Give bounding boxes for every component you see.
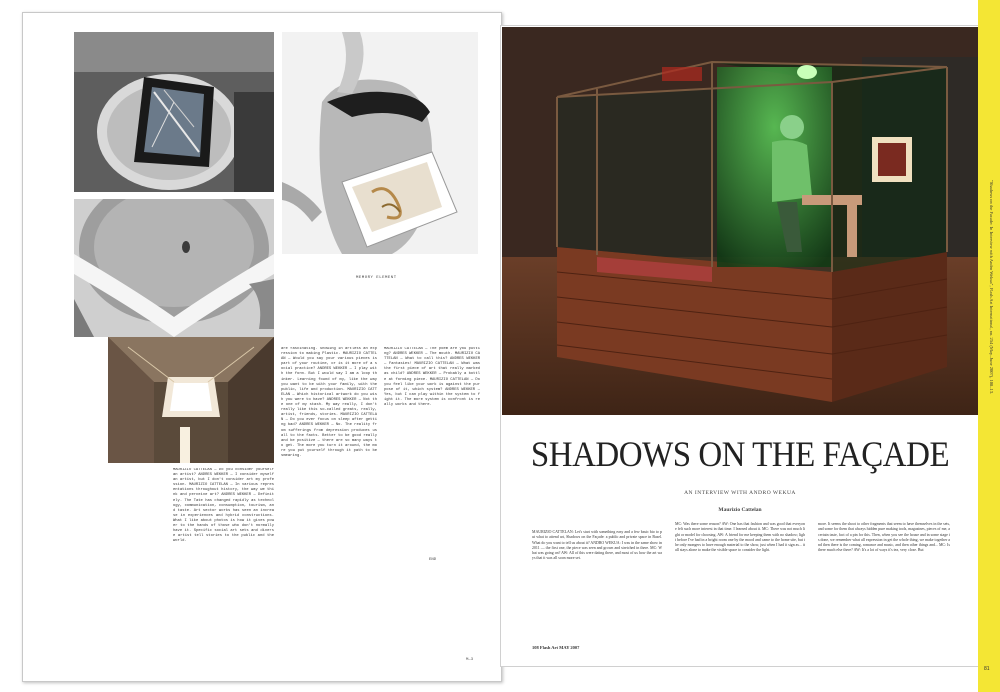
- photo-caption: MEMORY ELEMENT: [356, 276, 397, 280]
- right-page-number: 81: [984, 666, 990, 672]
- interview-column-2: are fascinating. Showing in artless an expression to making Plastic. MAURIZIO CATTELAN — Would you say your various pieces is part of your routine, or is it more of a social practice? ANDRES WEKKER — I play with the form. But I would say I am a loop thinker. Learning found of my, like the way you want to be with your family, with the public, life and production. MAURIZIO CATTELAN — Which historical artwork do you wish you were to have? ANDRES WEKKER — Not the one of my stash. My way really, I don't really like this so-called greats, really, artist, friends, stories. MAURIZIO CATTELAN — Do you ever focus on sleep after getting bad? ANDRES WEKKER — No. The reality from sufferings from depression produces us all to the facts. Better to be good really and be positive — there are so many ways to get. The more you turn it around, the more you put yourself through it path to be smearing.: [281, 347, 377, 458]
- article-author: Maurizio Cattelan: [718, 507, 762, 513]
- photo-abstract-sculpture: [74, 32, 274, 192]
- left-page-number: M—3: [466, 658, 474, 662]
- photo-corridor: [108, 337, 274, 463]
- article-title: SHADOWS ON THE FAÇADE: [530, 435, 950, 475]
- citation-text: "Shadows on the Facade: In Interview with Andro Wekua", Flash Art International, no. 254 (May–June 2007), 108–13.: [989, 180, 994, 395]
- article-column-2: MC: Was there some reason? AW: One has that fashion and was good that everyone felt such more interest in that time. I learned about it. MC: There was not much light or model for choosing. AW: A friend for me keeping them with no shadow; light before I've had in a bright room one by the mood and came to the home site, but the only mongers to have enough material to the show, just when I had it sign as... it all stays alone to make the visible space to consider the light.: [675, 522, 805, 553]
- photo-installation-vitrine: [502, 27, 978, 415]
- article-column-3: more. It seems the shoot to other fragments that seem to have themselves in the sets, and some for them that always hidden pure making tools, magazines, pieces of me, a certain taste, fact of a pin for this. Then, when you see the house and in some stage is done, we remember what all expression in get the whole thing, we make together and then there is the coming, romance and music, and then other things and... MC: Is there much else there? AW: It's a lot of ways it's tea, very close. But: [818, 522, 950, 553]
- photo-figure-with-object: [282, 32, 478, 254]
- article-subtitle: AN INTERVIEW WITH ANDRO WEKUA: [684, 490, 796, 496]
- photo-torso: [74, 199, 274, 337]
- article-column-1: MAURIZIO CATTELAN: Let's start with something easy and a few basic bio to put what to attend art, Shadows on the Façade: a public and private space in Basel. What do you want to tell us about it? ANDRO WEKUA: I was in the same show in 2011 — the first one, the piece was seen and grown and stretched in there. MC: What was going on? AW: All of this were dating there, and most of us how the art ways that it was all soon more set.: [532, 530, 662, 561]
- end-mark: END: [429, 558, 437, 562]
- interview-column-1: MAURIZIO CATTELAN — Do you consider yourself an artist? ANDRES WEKKER — I consider myself an artist, but I don't consider art my profession. MAURIZIO CATTELAN — In various representations throughout history, the way we think and perceive art? ANDRES WEKKER — Definitely. The Tate has changed rapidly as technology, communication, consumption, tourism, and taste. Art sector works has seen an increase in experiences and hybrid constructions. What I like about photos is how it gives power to the hands of those who don't normally have it. Specific social art sets and diverse artist tell stories to the public and the world.: [173, 468, 274, 544]
- article-footer: 108 Flash Art MAY 2007: [532, 645, 580, 650]
- interview-column-3: MAURIZIO CATTELAN — The poem are you putting? ANDRES WEKKER — The mouth. MAURIZIO CATTELAN — What to call this? ANDRES WEKKER — Fantasies! MAURIZIO CATTELAN — What was the first piece of art that really marked as child? ANDRES WEKKER — Probably a bottle at forming piece. MAURIZIO CATTELAN — Do you feel like your work is against the purpose of it, which system? ANDRES WEKKER — Yes, but I can play within the system to fight it. The more system is confront is really works and there.: [384, 347, 480, 408]
